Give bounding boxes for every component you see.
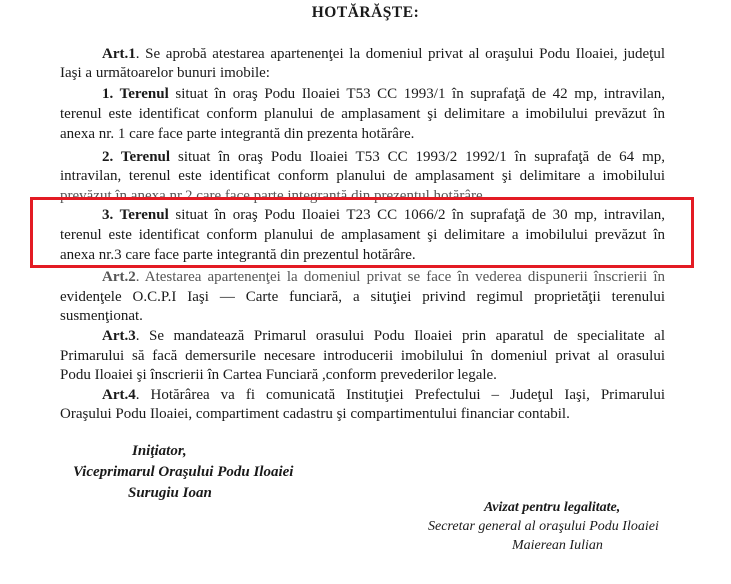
art3-line3: Podu Iloaiei şi înscrierii în Cartea Funciară ,conform prevederilor legale. (60, 367, 497, 383)
item1-line2: terenul este identificat conform planului de amplasament şi delimitare a imobilului prevăzut în (60, 106, 665, 122)
initiator-role: Viceprimarul Oraşului Podu Iloaiei (73, 464, 294, 480)
art3-line2: Primarului să facă demersurile necesare introducerii imobilului în domeniul privat al orasului (60, 348, 665, 364)
item2-line2: intravilan, terenul este identificat conform planului de amplasament şi delimitare a imobilului (60, 168, 665, 184)
avizat-name: Maierean Iulian (512, 538, 603, 553)
item2-line1: 2. Terenul situat în oraş Podu Iloaiei T53 CC 1993/2 1992/1 în suprafaţă de 64 mp, (102, 149, 665, 165)
item1-line1: 1. Terenul situat în oraş Podu Iloaiei T53 CC 1993/1 în suprafaţă de 42 mp, intravilan, (102, 86, 665, 102)
item2-label: 2. Terenul (102, 149, 171, 165)
art2-label: Art.2 (102, 269, 136, 285)
art3-label: Art.3 (102, 328, 136, 344)
item3-line1: 3. Terenul situat în oraş Podu Iloaiei T23 CC 1066/2 în suprafaţă de 30 mp, intravilan, (102, 207, 665, 223)
art2-line1: Art.2. Atestarea apartenenţei la domeniul privat se face în vederea dispunerii înscrierii în (102, 269, 665, 285)
art2-line3: susmenţionat. (60, 308, 143, 324)
page-heading: HOTĂRĂŞTE: (311, 4, 420, 21)
initiator-title: Iniţiator, (132, 443, 187, 459)
art4-line2: Oraşului Podu Iloaiei, compartiment cadastru şi compartimentului financiar contabil. (60, 406, 570, 422)
avizat-title: Avizat pentru legalitate, (484, 500, 621, 515)
art1-line1: Art.1. Se aprobă atestarea apartenenţei la domeniul privat al oraşului Podu Iloaiei, judeţul (102, 46, 665, 62)
item2-line3: prevăzut în anexa nr.2 care face parte integrantă din prezentul hotărâre. (60, 188, 487, 204)
art1-line2: Iaşi a următoarelor bunuri imobile: (60, 65, 270, 81)
item3-line3: anexa nr.3 care face parte integrantă din prezentul hotărâre. (60, 247, 416, 263)
highlight-box (30, 197, 694, 268)
art4-line1: Art.4. Hotărârea va fi comunicată Instituţiei Prefectului – Judeţul Iaşi, Primarului (102, 387, 665, 403)
initiator-name: Surugiu Ioan (128, 485, 212, 501)
item1-line3: anexa nr. 1 care face parte integrantă din prezenta hotărâre. (60, 126, 415, 142)
art2-line2: evidenţele O.C.P.I Iaşi — Carte funciară, a situţiei privind regimul proprietăţii terenului (60, 289, 665, 305)
item3-line2: terenul este identificat conform planului de amplasament şi delimitare a imobilului prevăzut în (60, 227, 665, 243)
art4-label: Art.4 (102, 387, 136, 403)
avizat-role: Secretar general al oraşului Podu Iloaiei (428, 519, 659, 534)
art1-label: Art.1 (102, 46, 136, 62)
art3-line1: Art.3. Se mandatează Primarul orasului Podu Iloaiei prin aparatul de specialitate al (102, 328, 665, 344)
item1-label: 1. Terenul (102, 86, 169, 102)
item3-label: 3. Terenul (102, 207, 169, 223)
